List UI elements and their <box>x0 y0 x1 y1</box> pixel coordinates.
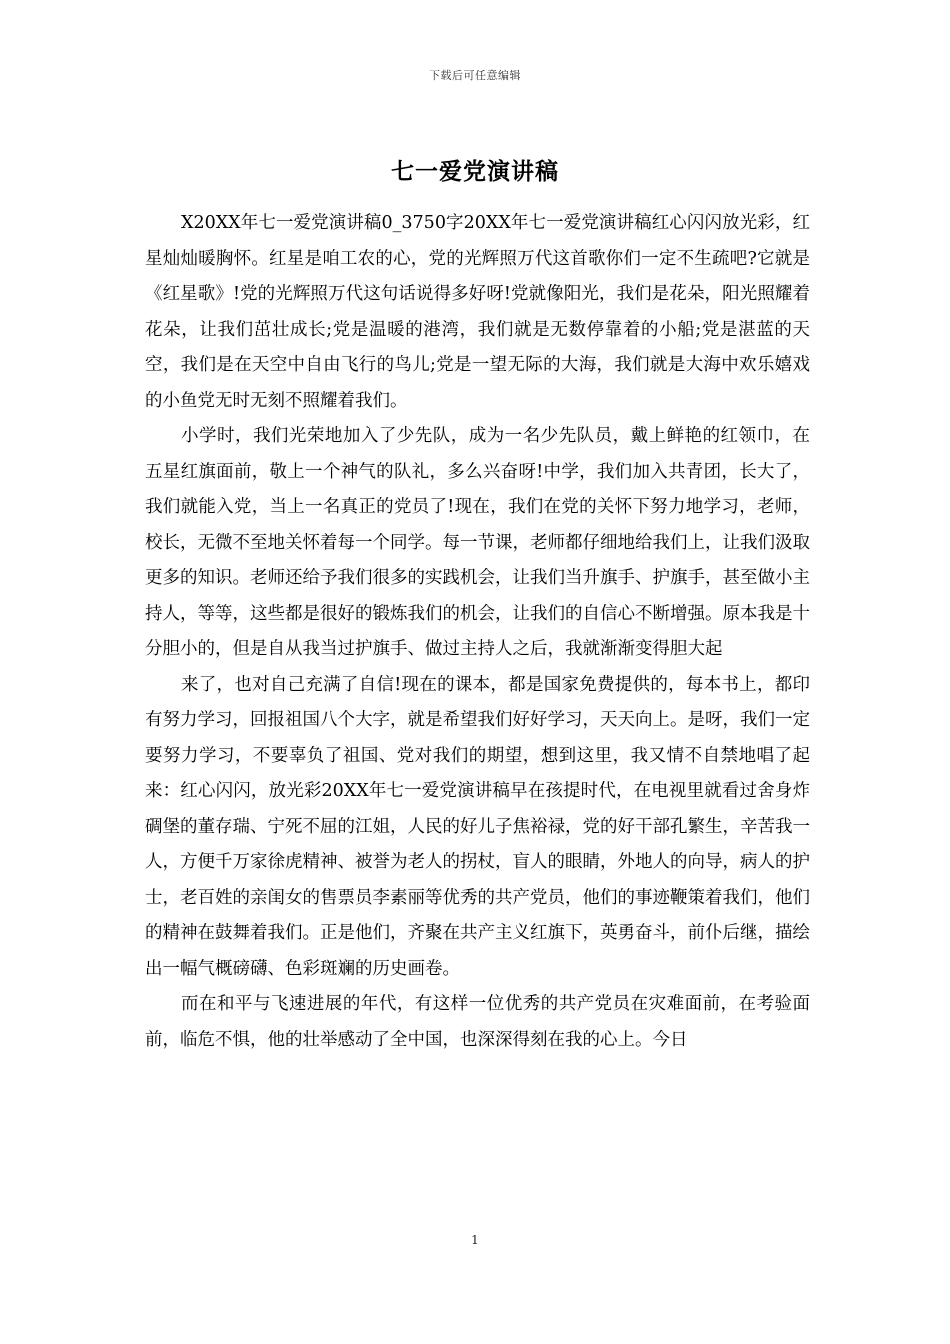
page-header-note: 下载后可任意编辑 <box>429 69 521 82</box>
page-number: 1 <box>471 1233 479 1247</box>
paragraph: 小学时，我们光荣地加入了少先队，成为一名少先队员，戴上鲜艳的红领巾，在五星红旗面前，敬上一个神气的队礼，多么兴奋呀!中学，我们加入共青团，长大了，我们就能入党，当上一名真正的党员了!现在，我们在党的关怀下努力地学习，老师，校长，无微不至地关怀着每一个同学。每一节课，老师都仔细地给我们上，让我们汲取更多的知识。老师还给予我们很多的实践机会，让我们当升旗手、护旗手，甚至做小主持人，等等，这些都是很好的锻炼我们的机会，让我们的自信心不断增强。原本我是十分胆小的，但是自从我当过护旗手、做过主持人之后，我就渐渐变得胆大起 <box>145 426 810 659</box>
document-body <box>145 206 810 1058</box>
paragraph: 而在和平与飞速进展的年代，有这样一位优秀的共产党员在灾难面前，在考验面前，临危不惧，他的壮举感动了全中国，也深深得刻在我的心上。今日 <box>145 994 810 1050</box>
paragraph: X20XX年七一爱党演讲稿0_3750字20XX年七一爱党演讲稿红心闪闪放光彩，红星灿灿暖胸怀。红星是咱工农的心，党的光辉照万代这首歌你们一定不生疏吧?它就是《红星歌》!党的光辉照万代这句话说得多好呀!党就像阳光，我们是花朵，阳光照耀着花朵，让我们茁壮成长;党是温暖的港湾，我们就是无数停靠着的小船;党是湛蓝的天空，我们是在天空中自由飞行的鸟儿;党是一望无际的大海，我们就是大海中欢乐嬉戏的小鱼党无时无刻不照耀着我们。 <box>145 213 810 411</box>
paragraph: 来了，也对自己充满了自信!现在的课本，都是国家免费提供的，每本书上，都印有努力学习，回报祖国八个大字，就是希望我们好好学习，天天向上。是呀，我们一定要努力学习，不要辜负了祖国、党对我们的期望，想到这里，我又情不自禁地唱了起来：红心闪闪，放光彩20XX年七一爱党演讲稿早在孩提时代，在电视里就看过舍身炸碉堡的董存瑞、宁死不屈的江姐，人民的好儿子焦裕禄，党的好干部孔繁生，辛苦我一人，方便千万家徐虎精神、被誉为老人的拐杖，盲人的眼睛，外地人的向导，病人的护士，老百姓的亲闺女的售票员李素丽等优秀的共产党员，他们的事迹鞭策着我们，他们的精神在鼓舞着我们。正是他们，齐聚在共产主义红旗下，英勇奋斗，前仆后继，描绘出一幅气概磅礴、色彩斑斓的历史画卷。 <box>145 674 810 979</box>
document-title: 七一爱党演讲稿 <box>391 158 559 185</box>
